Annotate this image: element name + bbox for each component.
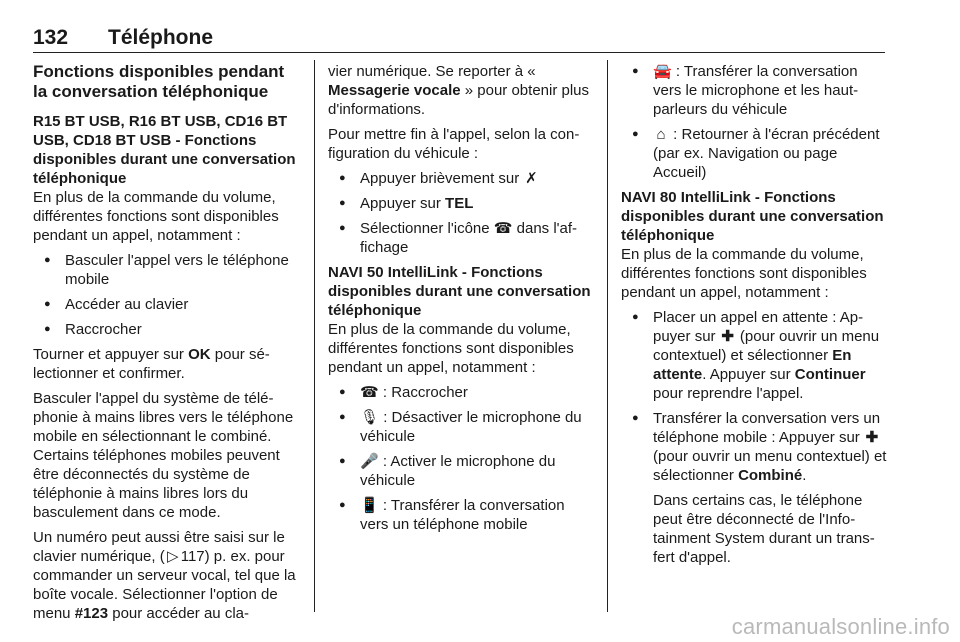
home-icon: ⌂: [656, 126, 666, 143]
subsection-heading: NAVI 80 IntelliLink - Fonctions disponibles durant une conversation téléphonique: [621, 189, 884, 244]
navi80-function-list: [621, 308, 889, 567]
hang-up-icon: ☎: [360, 384, 379, 401]
ok-key-label: OK: [188, 346, 211, 363]
list-item: ● Sélectionner l'icône ☎ dans l'affichage: [328, 219, 596, 257]
intro-text: En plus de la commande du volume, différentes fonctions sont disponibles pendant un appel, notamment :: [328, 321, 574, 376]
list-item: ● Accéder au clavier: [33, 295, 301, 314]
list-item: ● Appuyer sur TEL: [328, 194, 596, 213]
list-item: ● Appuyer brièvement sur ✗: [328, 169, 596, 188]
plus-icon: ✚: [721, 328, 734, 345]
column-divider-1: [314, 60, 315, 612]
column-3: [621, 62, 889, 573]
on-hold-label: En attente: [653, 347, 852, 383]
function-list: [33, 251, 301, 339]
list-item: ● 🎙 : Désactiver le microphone du véhicule: [328, 408, 596, 446]
subsection-heading: R15 BT USB, R16 BT USB, CD16 BT USB, CD18 BT USB - Fonctions disponibles durant une conversation téléphonique: [33, 113, 296, 187]
list-item: ● 🚘 : Transférer la conversation vers le microphone et les haut-parleurs du véhicule: [621, 62, 889, 119]
list-item: ● ⌂ : Retourner à l'écran précédent (par ex. Navigation ou page Accueil): [621, 125, 889, 182]
car-speaker-icon: 🚘: [653, 63, 672, 80]
navi50-function-list-continued: [621, 62, 889, 182]
intro-text: En plus de la commande du volume, différentes fonctions sont disponibles pendant un appel, notamment :: [33, 189, 279, 244]
handset-label: Combiné: [738, 467, 803, 484]
microphone-off-icon: 🎙: [360, 409, 380, 426]
navi50-function-list: [328, 383, 596, 534]
intro-text: En plus de la commande du volume, différentes fonctions sont disponibles pendant un appel, notamment :: [621, 246, 867, 301]
list-item: ● 🎤 : Activer le microphone du véhicule: [328, 452, 596, 490]
column-2: [328, 62, 596, 540]
list-item: ● Placer un appel en attente : Appuyer sur ✚ (pour ouvrir un menu contextuel) et sélectionner En attente. Appuyer sur Continuer pour reprendre l'appel.: [621, 308, 889, 403]
column-1: [33, 62, 301, 629]
page-number: 132: [33, 26, 69, 49]
paragraph: Pour mettre fin à l'appel, selon la configuration du véhicule :: [328, 126, 580, 162]
mute-phone-icon: ✗: [525, 170, 538, 187]
list-item: ● Raccrocher: [33, 320, 301, 339]
voicemail-label: Messagerie vocale: [328, 82, 461, 99]
plus-icon: ✚: [865, 429, 879, 446]
microphone-on-icon: 🎤: [360, 453, 379, 470]
paragraph: vier numérique. Se reporter à « Messagerie vocale » pour obtenir plus d'informations.: [328, 63, 590, 118]
hang-up-icon: ☎: [493, 220, 513, 237]
paragraph: Tourner et appuyer sur OK pour sélectionner et confirmer.: [33, 346, 270, 382]
list-item: ● Transférer la conversation vers un téléphone mobile : Appuyer sur ✚ (pour ouvrir un menu contextuel) et sélectionner Combiné. Dans certains cas, le téléphone peut être déconnecté de l'Infotainment System durant un transfert d'appel.: [621, 409, 889, 567]
list-item: ● ☎ : Raccrocher: [328, 383, 596, 402]
watermark: carmanualsonline.info: [731, 614, 950, 639]
list-item: ● Basculer l'appel vers le téléphone mobile: [33, 251, 301, 289]
tel-key-label: TEL: [445, 195, 474, 212]
header-rule: [33, 52, 885, 53]
page-title: Téléphone: [108, 26, 214, 49]
subsection-heading: NAVI 50 IntelliLink - Fonctions disponibles durant une conversation téléphonique: [328, 264, 591, 319]
menu-option-label: #123: [74, 605, 109, 622]
end-call-list: [328, 169, 596, 257]
section-heading: Fonctions disponibles pendant la conversation téléphonique: [33, 62, 285, 101]
list-item-note: Dans certains cas, le téléphone peut être déconnecté de l'Infotainment System durant un transfert d'appel.: [653, 492, 875, 566]
page-reference-icon: ▷: [166, 548, 179, 565]
column-divider-2: [607, 60, 608, 612]
continue-label: Continuer: [794, 366, 866, 383]
paragraph: Basculer l'appel du système de téléphonie à mains libres vers le téléphone mobile en sélectionnant le combiné. Certains téléphones mobiles peuvent être déconnectés du système de téléphonie à mains libres lors du basculement dans ce mode.: [33, 390, 294, 521]
paragraph: Un numéro peut aussi être saisi sur le clavier numérique, ( ▷ 117) p. ex. pour commander un serveur vocal, tel que la boîte vocale. Sélectionner l'option de menu #123 pour accéder au cla-: [33, 529, 296, 622]
transfer-to-mobile-icon: 📱: [360, 497, 379, 514]
list-item: ● 📱 : Transférer la conversation vers un téléphone mobile: [328, 496, 596, 534]
